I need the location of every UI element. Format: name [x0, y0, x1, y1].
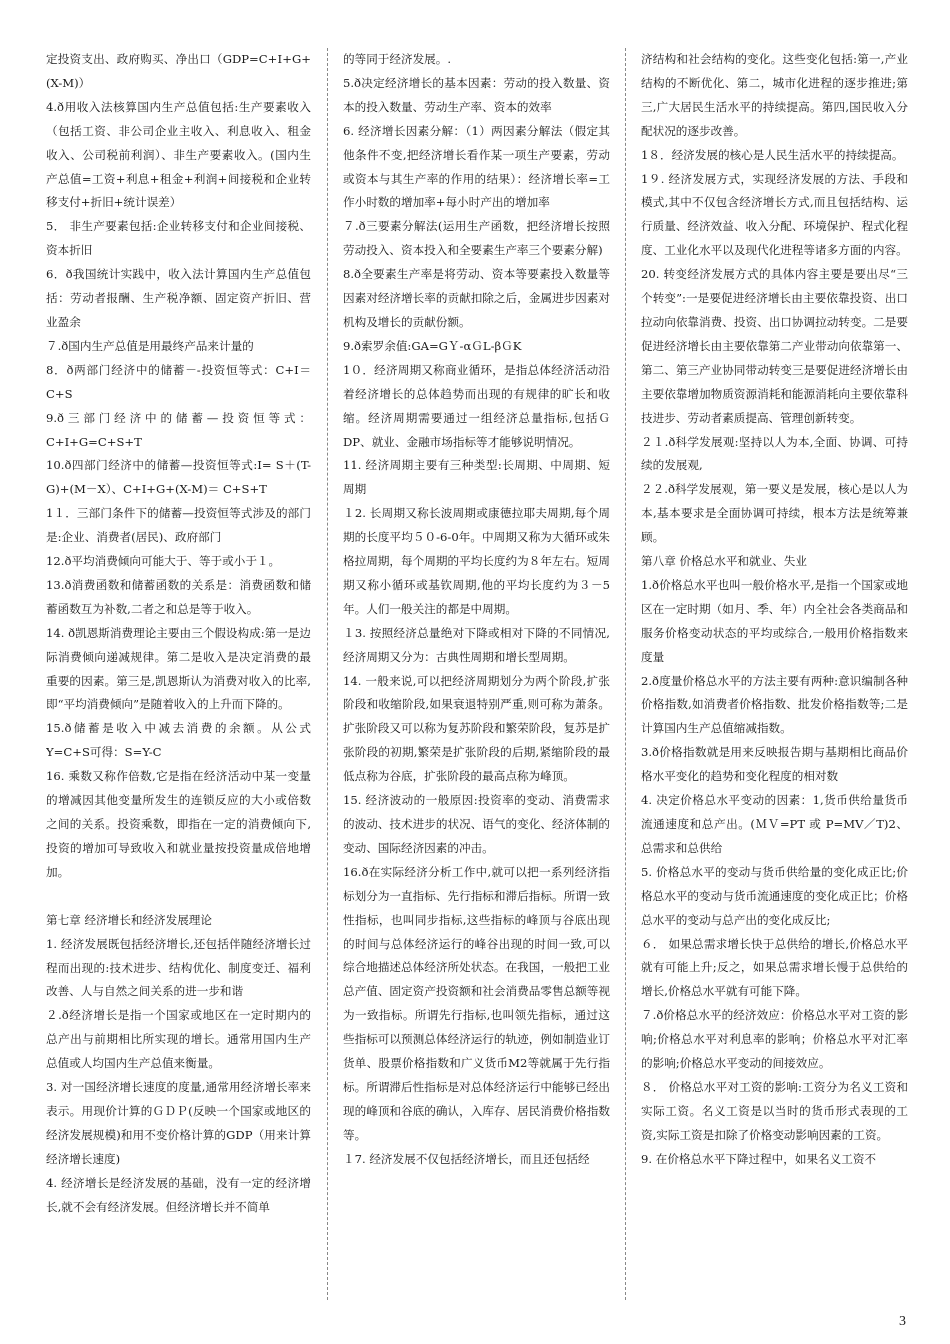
paragraph: 9.ð索罗余值:GA=GＹ-αＧL-βＧK: [343, 338, 522, 353]
text-column-3: [641, 48, 908, 1298]
paragraph: 16. 乘数又称作倍数,它是指在经济活动中某一变量的增减因其他变量所发生的连锁反应的大小或倍数之间的关系。投资乘数，即指在一定的消费倾向下,投资的增加可导致收入和就业量按投资量成倍地增加。: [46, 769, 311, 879]
text-column-2: [343, 48, 610, 1298]
text-column-1: [46, 48, 311, 1298]
paragraph: 5． 非生产要素包括:企业转移支付和企业间接税、资本折旧: [46, 219, 311, 258]
section-gap: [46, 885, 311, 909]
paragraph: 第八章 价格总水平和就业、失业: [641, 554, 807, 569]
paragraph: 1１．三部门条件下的储蓄—投资恒等式涉及的部门是:企业、消费者(居民)、政府部门: [46, 506, 311, 545]
paragraph: 6. 经济增长因素分解：（1）两因素分解法（假定其他条件不变,把经济增长看作某一项生产要素，劳动或资本与其生产率的作用的结果）：经济增长率=工作小时数的增加率+每小时产出的增加率: [343, 123, 610, 210]
paragraph: ６． 如果总需求增长快于总供给的增长,价格总水平就有可能上升;反之，如果总需求增长慢于总供给的增长,价格总水平就有可能下降。: [641, 936, 908, 999]
paragraph: ７.ð三要素分解法(运用生产函数，把经济增长按照劳动投入、资本投入和全要素生产率三个要素分解): [343, 219, 610, 258]
paragraph: 1８．经济发展的核心是人民生活水平的持续提高。: [641, 147, 904, 162]
paragraph: 15.ð储蓄是收入中减去消费的余额。从公式Y=C+S可得：S=Y-C: [46, 721, 311, 760]
paragraph: １7. 经济发展不仅包括经济增长，而且还包括经: [343, 1151, 590, 1166]
paragraph: 4. 经济增长是经济发展的基础，没有一定的经济增长,就不会有经济发展。但经济增长并不简单: [46, 1175, 311, 1214]
paragraph: 14. 一般来说,可以把经济周期划分为两个阶段,扩张阶段和收缩阶段,如果衰退特别严重,则可称为萧条。扩张阶段又可以称为复苏阶段和繁荣阶段，复苏是扩张阶段的初期,繁荣是扩张阶段的后期,紧缩阶段的最低点称为谷底，扩张阶段的最高点称为峰顶。: [343, 673, 610, 784]
paragraph: 8.ð全要素生产率是将劳动、资本等要素投入数量等因素对经济增长率的贡献扣除之后，金属进步因素对机构及增长的贡献份额。: [343, 267, 610, 329]
paragraph: 4.ð用收入法核算国内生产总值包括:生产要素收入（包括工资、非公司企业主收入、利息收入、租金收入、公司税前利润）、非生产要素收入。(国内生产总值=工资+利息+租金+利润+间接税和企业转移支付+折旧+统计误差）: [46, 99, 311, 210]
paragraph: 15. 经济波动的一般原因:投资率的变动、消费需求的波动、技术进步的状况、语气的变化、经济体制的变动、国际经济因素的冲击。: [343, 793, 610, 855]
paragraph: 5. 价格总水平的变动与货币供给量的变化成正比;价格总水平的变动与货币流通速度的变化成正比；价格总水平的变动与总产出的变化成反比;: [641, 864, 908, 927]
paragraph: 3.ð价格指数就是用来反映报告期与基期相比商品价格水平变化的趋势和变化程度的相对数: [641, 745, 908, 784]
paragraph: 1.ð价格总水平也叫一般价格水平,是指一个国家或地区在一定时期（如月、季、年）内全社会各类商品和服务价格变动状态的平均或综合,一般用价格指数来度量: [641, 577, 908, 664]
paragraph: 的等同于经济发展。.: [343, 52, 452, 66]
paragraph: ７.ð价格总水平的经济效应：价格总水平对工资的影响;价格总水平对利息率的影响；价格总水平对汇率的影响;价格总水平变动的间接效应。: [641, 1008, 908, 1071]
column-divider: [625, 48, 626, 1300]
paragraph: 1９. 经济发展方式，实现经济发展的方法、手段和模式,其中不仅包含经济增长方式,而且包括结构、运行质量、经济效益、收入分配、环境保护、程式化程度、工业化水平以及现代化进程等诸多方面的内容。: [641, 171, 908, 258]
paragraph: 1０．经济周期又称商业循环，是指总体经济活动沿着经济增长的总体趋势而出现的有规律的旷长和收缩。经济周期需要通过一组经济总量指标,包括ＧDP、就业、金融市场指标等才能够说明情况。: [343, 362, 610, 449]
paragraph: 定投资支出、政府购买、净出口（GDP=C+Ⅰ+G+(X-M)）: [46, 52, 311, 90]
paragraph: 10.ð四部门经济中的储蓄—投资恒等式:I= S＋(T-G)+(M－X）、C+I+G+(X-M)＝ C+S+T: [46, 458, 311, 497]
paragraph: 6．ð我国统计实践中，收入法计算国内生产总值包括：劳动者报酬、生产税净额、固定资产折旧、营业盈余: [46, 267, 311, 329]
paragraph: 4. 决定价格总水平变动的因素：1,货币供给量货币流通速度和总产出。(ＭＶ=PT 或 P=MV／T)2、总需求和总供给: [641, 793, 908, 855]
paragraph: 8．ð两部门经济中的储蓄－-投资恒等式：C+I＝C+S: [46, 362, 311, 401]
paragraph: 1. 经济发展既包括经济增长,还包括伴随经济增长过程而出现的:技术进步、结构优化、制度变迁、福利改善、人与自然之间关系的进一步和谐: [46, 936, 311, 999]
paragraph: 济结构和社会结构的变化。这些变化包括:第一,产业结构的不断优化、第二，城市化进程的逐步推进;第三,广大居民生活水平的持续提高。第四,国民收入分配状况的逐步改善。: [641, 52, 908, 138]
paragraph: 11. 经济周期主要有三种类型:长周期、中周期、短周期: [343, 458, 610, 497]
paragraph: 20. 转变经济发展方式的具体内容主要是要出尽“三个转变”:一是要促进经济增长由主要依靠投资、出口拉动向依靠消费、投资、出口协调拉动转变。二是要促进经济增长由主要依靠第二产业带动向依靠第一、第二、第三产业协同带动转变三是要促进经济增长由主要依靠增加物质资源消耗和能源消耗向主要依靠科技进步、劳动者素质提高、管理创新转变。: [641, 267, 908, 425]
paragraph: ２.ð经济增长是指一个国家或地区在一定时期内的总产出与前期相比所实现的增长。通常用国内生产总值或人均国内生产总值来衡量。: [46, 1008, 311, 1071]
paragraph: 16.ð在实际经济分析工作中,就可以把一系列经济指标划分为一直指标、先行指标和滞后指标。所谓一致性指标，也叫同步指标,这些指标的峰顶与谷底出现的时间与总体经济运行的峰谷出现的时间一致,可以综合地描述总体经济所处状态。在我国，一般把工业总产值、固定资产投资额和社会消费品零售总额等视为一致指标。所谓先行指标,也叫领先指标，通过这些指标可以预测总体经济运行的轨迹，例如制造业订货单、股票价格指数和广义货币M2等就属于先行指标。所谓滞后性指标是对总体经济运行中能够已经出现的峰顶和谷底的确认，入库存、居民消费价格指数等。: [343, 864, 610, 1142]
paragraph: 9.ð三部门经济中的储蓄—投资恒等式：C+I+G=C+S+T: [46, 410, 311, 449]
paragraph: １3. 按照经济总量绝对下降或相对下降的不同情况,经济周期又分为：古典性周期和增长型周期。: [343, 625, 610, 664]
paragraph: 3. 对一国经济增长速度的度量,通常用经济增长率来表示。用现价计算的ＧＤＰ(反映一个国家或地区的经济发展规模)和用不变价格计算的GDP（用来计算经济增长速度): [46, 1080, 311, 1166]
paragraph: ２１.ð科学发展观:坚持以人为本,全面、协调、可持续的发展观,: [641, 434, 908, 473]
paragraph: ７.ð国内生产总值是用最终产品来计量的: [46, 338, 254, 353]
paragraph: 5.ð决定经济增长的基本因素：劳动的投入数量、资本的投入数量、劳动生产率、资本的效率: [343, 75, 610, 114]
paragraph: 12.ð平均消费倾向可能大于、等于或小于１。: [46, 554, 281, 569]
column-divider: [327, 48, 328, 1300]
page-number: 3: [899, 1314, 906, 1329]
paragraph: 9. 在价格总水平下降过程中，如果名义工资不: [641, 1151, 877, 1166]
paragraph: 第七章 经济增长和经济发展理论: [46, 912, 212, 927]
paragraph: 14. ð凯恩斯消费理论主要由三个假设构成:第一是边际消费倾向递减规律。第二是收入是决定消费的最重要的因素。第三是,凯恩斯认为消费对收入的比率,即“平均消费倾向”是随着收入的上升而下降的。: [46, 625, 311, 712]
paragraph: ２２.ð科学发展观，第一要义是发展，核心是以人为本,基本要求是全面协调可持续，根本方法是统筹兼顾。: [641, 482, 908, 545]
paragraph: 2.ð度量价格总水平的方法主要有两种:意识编制各种价格指数,如消费者价格指数、批发价格指数等;二是计算国内生产总值缩减指数。: [641, 673, 908, 736]
paragraph: ８． 价格总水平对工资的影响:工资分为名义工资和实际工资。名义工资是以当时的货币形式表现的工资,实际工资是扣除了价格变动影响因素的工资。: [641, 1079, 908, 1142]
paragraph: 13.ð消费函数和储蓄函数的关系是：消费函数和储蓄函数互为补数,二者之和总是等于收入。: [46, 577, 311, 616]
paragraph: １2. 长周期又称长波周期或康德拉耶夫周期,每个周期的长度平均５０-6-0年。中周期又称为大循环或朱格拉周期，每个周期的平均长度约为８年左右。短周期又称小循环或基钦周期,他的平均长度约为３－5年。人们一般关注的都是中周期。: [343, 506, 610, 616]
